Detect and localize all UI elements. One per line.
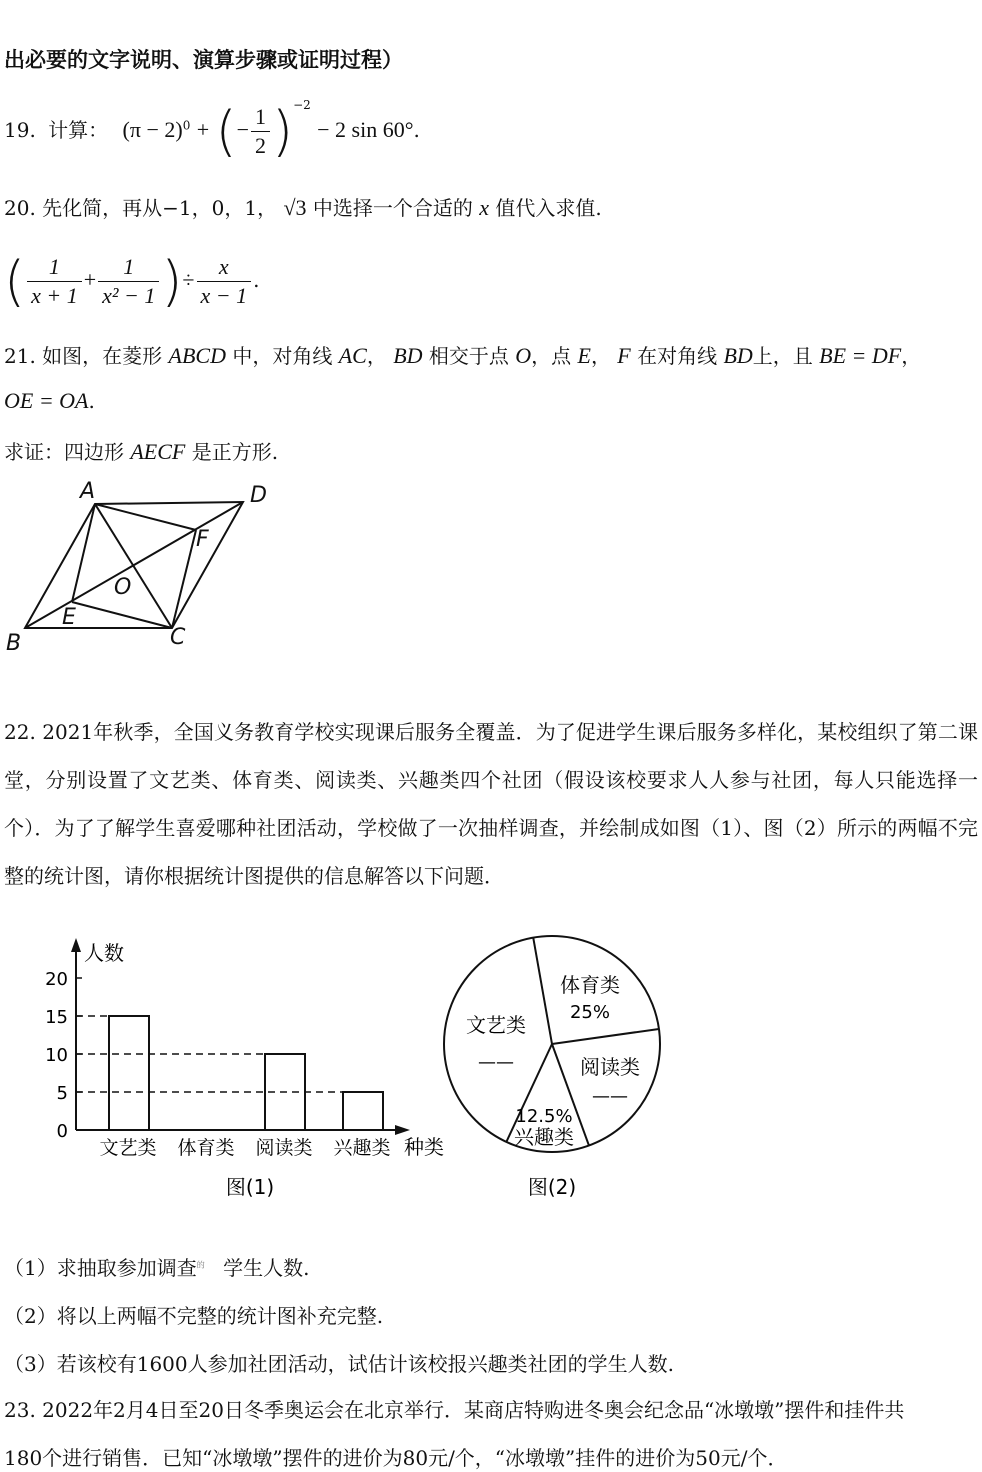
q20-f2-den: x² − 1: [102, 283, 156, 308]
q21-eq1: BE = DF: [819, 343, 902, 368]
q21-prove-a: 求证：四边形: [4, 440, 124, 464]
q21-text-b: 中，对角线: [232, 344, 333, 368]
label-A: A: [80, 479, 96, 504]
q19-dot: .: [413, 118, 420, 142]
bar: [109, 1016, 149, 1130]
q19-expr-a: (π − 2): [122, 117, 183, 142]
q22-sub1-text: （1）求抽取参加调查: [4, 1256, 197, 1280]
pie-slice-label: 文艺类: [466, 1013, 526, 1037]
q20-text2: 中选择一个合适的: [312, 196, 473, 220]
y-tick-label: 0: [56, 1121, 68, 1142]
question-21-line2: [4, 388, 95, 414]
label-B: B: [6, 631, 22, 656]
label-E: E: [62, 605, 76, 630]
q21-abcd: ABCD: [168, 343, 226, 368]
question-20: [4, 192, 602, 221]
section-instruction: 出必要的文字说明、演算步骤或证明过程）: [4, 48, 403, 72]
y-tick-label: 20: [45, 969, 68, 990]
pie-slice-percent: ——: [592, 1086, 628, 1107]
question-21-prove: [4, 436, 278, 465]
pie-slice-percent: ——: [478, 1052, 514, 1073]
pie-slice-percent: 25%: [569, 1002, 611, 1023]
q20-f3-num: x: [197, 253, 252, 282]
q19-half-den: 2: [254, 133, 266, 158]
pie-slice-edge: [552, 1029, 659, 1044]
y-axis-label: 人数: [84, 941, 124, 965]
label-D: D: [250, 483, 267, 508]
y-axis-arrow: [71, 938, 81, 952]
chart-caption: 图(1): [225, 1175, 275, 1199]
y-tick-label: 5: [56, 1083, 68, 1104]
q21-bd2: BD: [723, 343, 753, 368]
x-tick-label: 体育类: [177, 1137, 235, 1159]
label-C: C: [170, 625, 186, 650]
pie-slice-edge: [533, 938, 552, 1044]
q21-text-f: 上，且: [752, 344, 813, 368]
q21-text-a: 21. 如图，在菱形: [4, 344, 163, 368]
q20-sqrt: √3: [283, 195, 307, 220]
x-tick-label: 文艺类: [99, 1137, 157, 1159]
q22-sub1-mark: 的: [196, 1260, 205, 1270]
pie-slice-percent: 12.5%: [515, 1106, 573, 1127]
q21-prove-b: 是正方形.: [191, 440, 279, 464]
q21-comma3: ，: [901, 344, 922, 368]
q19-tail: − 2 sin 60°: [317, 117, 414, 142]
q19-plus: +: [196, 117, 210, 142]
q20-text: 20. 先化简，再从−1，0，1，: [4, 196, 278, 220]
q20-f1-num: 1: [27, 253, 82, 282]
q19-label: 计算：: [48, 118, 109, 142]
x-axis-arrow: [395, 1125, 410, 1135]
q22-sub3: （3）若该校有1600人参加社团活动，试估计该校报兴趣类社团的学生人数.: [4, 1352, 674, 1376]
q21-comma: ，: [366, 344, 387, 368]
label-F: F: [196, 527, 209, 552]
chart-caption: 图(2): [527, 1175, 577, 1199]
q19-half-num: 1: [251, 103, 270, 132]
pie-slice-label: 体育类: [560, 973, 620, 997]
question-23-line2: 180个进行销售．已知“冰墩墩”摆件的进价为80元/个，“冰墩墩”挂件的进价为50元/个．: [4, 1446, 788, 1470]
q19-exp0: 0: [182, 118, 191, 133]
q20-dot: .: [253, 268, 260, 292]
q21-f: F: [617, 343, 631, 368]
question-21-line1: [4, 340, 921, 369]
q20-text3: 值代入求值.: [495, 196, 602, 220]
bar-chart: [30, 930, 460, 1210]
q21-e: E: [577, 343, 591, 368]
label-O: O: [114, 575, 132, 600]
q19-number: 19.: [4, 118, 36, 142]
bar: [343, 1092, 383, 1130]
q21-o: O: [515, 343, 532, 368]
pie-slice-label: 阅读类: [580, 1055, 640, 1079]
q21-aecf: AECF: [130, 439, 186, 464]
q20-expression: ( $\frac{1}{x + 1}$ + $\frac{1}{\text{x² − 1}}$ )÷ $\frac{x}{x - 1}$ .: [4, 250, 260, 313]
q20-var: x: [479, 195, 490, 220]
question-23-line1: 23. 2022年2月4日至20日冬季奥运会在北京举行．某商店特购进冬奥会纪念品“冰墩墩”摆件和挂件共: [4, 1398, 905, 1422]
q21-comma2: ，: [590, 344, 611, 368]
q19-minus: −: [236, 117, 249, 142]
x-tick-label: 兴趣类: [333, 1137, 391, 1159]
q22-sub2: （2）将以上两幅不完整的统计图补充完整.: [4, 1304, 384, 1328]
y-tick-label: 10: [45, 1045, 68, 1066]
pie-slice-label: 兴趣类: [514, 1125, 574, 1149]
q19-exp-neg2: −2: [293, 98, 311, 113]
q22-sub1: [4, 1252, 309, 1281]
q20-f2-num: 1: [98, 253, 159, 282]
q21-bd: BD: [393, 343, 423, 368]
q20-f1-den: x + 1: [31, 283, 78, 308]
q22-sub1-text-b: 学生人数.: [223, 1256, 310, 1280]
q20-f3-den: x − 1: [200, 283, 248, 308]
q21-text-c: 相交于点: [428, 344, 509, 368]
x-axis-label: 种类: [404, 1135, 444, 1159]
q21-eq2: OE = OA: [4, 388, 89, 413]
pie-chart: [440, 932, 670, 1207]
rhombus-figure: [0, 478, 290, 658]
question-19: 19. 计算： $(\pi - 2)^0$ + (− $\frac{1}{2}$ )$^{-2}$ − 2 sin 60°.: [4, 98, 420, 163]
q21-text-e: 在对角线: [637, 344, 718, 368]
q20-div: ÷: [182, 267, 195, 292]
q21-text-d: ，点: [531, 344, 572, 368]
q20-plus: +: [83, 267, 97, 292]
question-22-text: 22. 2021年秋季，全国义务教育学校实现课后服务全覆盖．为了促进学生课后服务多样化，某校组织了第二课堂，分别设置了文艺类、体育类、阅读类、兴趣类四个社团（假设该校要求人人参与社团，每人只能选择一个）．为了了解学生喜爱哪种社团活动，学校做了一次抽样调查，并绘制成如图（1）、图（2）所示的两幅不完整的统计图，请你根据统计图提供的信息解答以下问题．: [4, 720, 978, 888]
y-tick-label: 15: [45, 1007, 68, 1028]
q21-dot: .: [88, 389, 95, 413]
q21-ac: AC: [338, 343, 367, 368]
x-tick-label: 阅读类: [255, 1137, 313, 1159]
